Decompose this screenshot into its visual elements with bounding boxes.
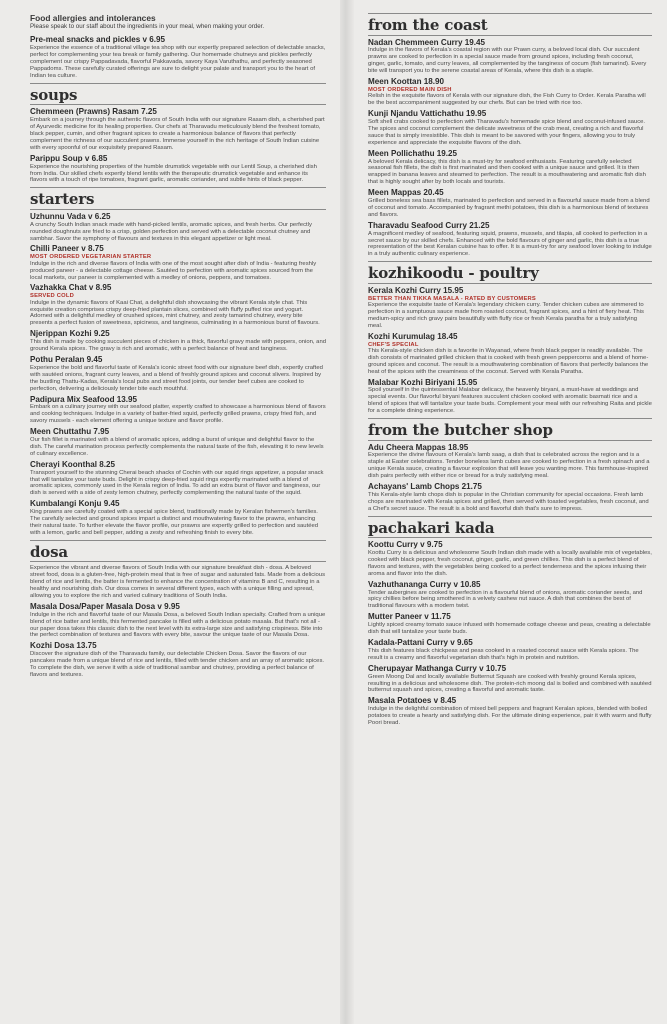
section-title: from the coast [368, 16, 488, 34]
menu-section [368, 261, 652, 415]
menu-item-description: This dish is made by cooking succulent pieces of chicken in a thick, flavorful gravy made with peppers, onion, and ground Kerala spices. The gravy is rich and aromatic, with a perfect balance of heat and tanginess. [30, 339, 326, 353]
menu-item-description: Indulge in the dynamic flavors of Kaai Chat, a delightful dish showcasing the vibrant Kerala style chat. This exquisite creation comprises crispy deep-fried plantain slices, combined with fluffy puffed rice and yogurt. Adorned with a delightful medley of crushed spices, mint chutney, and zesty tamarind chutney, every bite presents a perfect fusion of sweetness, spiciness, and tanginess, culminating in a harmonious burst of flavours. [30, 299, 320, 327]
menu-item-description: Discover the signature dish of the Tharavadu family, our delectable Chicken Dosa. Savor the flavors of our pancakes made from a unique blend of rice and lentils, filled with tender chicken and an array of aromatic spices. To complete the dish, we serve it with a side of traditional sambar and chutney, providing a perfect balance of flavors and textures. [30, 651, 325, 678]
menu-item [368, 665, 652, 695]
menu-item-name: Meen Koottan 18.90 [368, 77, 445, 87]
menu-section [30, 540, 326, 679]
menu-item [368, 110, 652, 147]
menu-item-name: Malabar Kozhi Biriyani 15.95 [368, 377, 478, 387]
menu-item [30, 356, 326, 393]
menu-item-description: Experience the nourishing properties of the humble drumstick vegetable with our Lentil Soup, a cherished dish from India. Our skilled chefs expertly blend lentils with the therapeutic drumstick vegetable and enhance its flavors with a touch of ripe tomatoes, fragrant garlic, aromatic coriander, and subtle hints of black pepper. [30, 163, 317, 184]
menu-item-badge: MOST ORDERED VEGETARIAN STARTER [30, 254, 152, 261]
menu-item-name: Adu Cheera Mappas 18.95 [368, 442, 469, 452]
menu-item-name: Kozhi Dosa 13.75 [30, 641, 97, 651]
menu-item [368, 444, 652, 481]
section-divider [30, 83, 326, 84]
menu-item-name: Njerippan Kozhi 9.25 [30, 329, 110, 339]
menu-item-description: Lightly spiced creamy tomato sauce infused with homemade cottage cheese and peas, creating a delectable dish that will tantalize your taste buds. [368, 622, 651, 636]
section-divider [368, 537, 652, 538]
menu-item-name: Nadan Chemmeen Curry 19.45 [368, 37, 485, 47]
menu-item [30, 396, 326, 426]
menu-item [368, 287, 652, 330]
menu-section [368, 13, 652, 258]
menu-item [30, 642, 326, 679]
menu-item-name: Pothu Peralan 9.45 [30, 355, 103, 364]
menu-item-description: Indulge in the rich and flavorful taste of our Masala Dosa, a beloved South Indian specialty. Crafted from a unique blend of rice batter and lentils, this fermented pancake is filled with a delicious potato masala. But that's not all - our paper dosa takes this classic dish to the next level with its extra-large size and satisfying crispiness. Bite into the perfect combination of textures and flavors with every bite, savour the unique taste of our Masala Dosa. [30, 611, 326, 639]
menu-item-name: Kerala Kozhi Curry 15.95 [368, 285, 464, 295]
menu-item-description: Experience the bold and flavorful taste of Kerala's iconic street food with our signature beef dish, expertly crafted with sautéed onions, fragrant curry leaves, and a blend of freshly ground spices and coconut slivers. Inspired by the bustling Thattu-Kadas, Kerala's local pubs and street food joints, our tender beef cubes are cooked to perfection, delivering a deliciously tender bite each mouthful. [30, 364, 323, 392]
right-column [360, 0, 660, 1024]
section-divider [368, 418, 652, 419]
menu-section [368, 516, 652, 727]
menu-item-name: Meen Chuttathu 7.95 [30, 427, 110, 437]
menu-item-name: Masala Potatoes v 8.45 [368, 696, 457, 706]
menu-item-description: Experience the essence of a traditional village tea shop with our expertly prepared selection of delectable snacks, perfect for complementing your tea break or family gathering. Our homemade chutneys and pickles perfectly complement our crispy Pappadavada, flavorful Pakkavada, savory Kaya Varuthathu, and perfectly seasoned Pappadoms. These carefully curated offerings are sure to delight your palate and transport you to the heart of Indian tea culture. [30, 45, 326, 79]
menu-item [368, 379, 652, 416]
menu-item-name: Masala Dosa/Paper Masala Dosa v 9.95 [30, 601, 180, 611]
menu-section [368, 418, 652, 513]
menu-item-description: Our fish fillet is marinated with a blend of aromatic spices, adding a burst of unique and delightful flavor to the dish. The careful marination process perfectly complements the natural taste of the fish, elevating it to new levels of culinary excellence. [30, 437, 324, 457]
section-divider [30, 209, 326, 210]
menu-item-name: Achayans' Lamb Chops 21.75 [368, 482, 482, 492]
menu-item [368, 639, 652, 662]
menu-item-name: Tharavadu Seafood Curry 21.25 [368, 220, 490, 230]
page-crease [340, 0, 354, 1024]
menu-item [30, 155, 326, 185]
menu-item-description: Relish in the exquisite flavors of Kerala with our signature dish, the Fish Curry to Order. Kerala Paratha will be the best accompaniment suggested by our chefs. But can be tried with rice too. [368, 93, 646, 107]
menu-item-name: Chemmeen (Prawns) Rasam 7.25 [30, 107, 157, 117]
menu-item-name: Meen Mappas 20.45 [368, 188, 444, 198]
menu-item-name: Kumbalangi Konju 9.45 [30, 499, 120, 509]
menu-item-description: Green Moong Dal and locally available Butternut Squash are cooked with freshly ground Kerala spices, resulting in a delicious and wholesome dish. The protein-rich moong dal is boiled and combined with sautéed butternut squash and spices, creating a flavorful and aromatic taste. [368, 673, 652, 694]
menu-item [30, 108, 326, 151]
menu-item-name: Koottu Curry v 9.75 [368, 540, 443, 550]
section-divider [30, 540, 326, 541]
menu-item [30, 500, 326, 537]
menu-section [30, 187, 326, 536]
section-divider [368, 516, 652, 517]
menu-item-name: Cherayi Koonthal 8.25 [30, 459, 116, 469]
menu-item-badge: MOST ORDERED MAIN DISH [368, 86, 452, 93]
menu-item [368, 581, 652, 611]
menu-item-description: King prawns are carefully coated with a special spice blend, traditionally made by Keralan fishermen's families. The carefully selected and ground spices impart a distinct and mouthwatering flavor to the prawns, enhancing their natural taste. To further elevate the flavor profile, our prawns are expertly grilled to perfection and sautéed with a lemon, garlic and bell pepper, adding a zesty and refreshing finish to every bite. [30, 509, 319, 536]
menu-item-badge: BETTER THAN TIKKA MASALA - RATED BY CUSTOMERS [368, 295, 536, 302]
menu-item [30, 603, 326, 640]
section-title: pachakari kada [368, 518, 495, 537]
menu-item [30, 284, 326, 327]
allergy-text: Please speak to our staff about the ingredients in your meal, when making your order. [30, 23, 265, 31]
menu-item [368, 697, 652, 727]
section-divider [368, 283, 652, 284]
menu-item [368, 189, 652, 219]
left-column [8, 0, 336, 1024]
menu-item-name: Vazhakka Chat v 8.95 [30, 283, 112, 293]
section-divider [30, 187, 326, 188]
section-title: dosa [30, 542, 68, 561]
menu-item [368, 541, 652, 578]
menu-item [30, 428, 326, 458]
menu-item-description: A magnificent medley of seafood, featuring squid, prawns, mussels, and tilapia, all cooked to perfection in a secret sauce by our skilled chefs. Enhanced with the bold flavours of ginger and garlic, this dish is a true representation of the best Keralan cuisine has to offer. It is a must-try for any seafood lover looking to indulge in a truly authentic culinary experience. [368, 230, 652, 258]
section-title: starters [30, 190, 95, 209]
menu-item-badge: SERVED COLD [30, 293, 74, 300]
menu-item-name: Uzhunnu Vada v 6.25 [30, 211, 111, 221]
menu-item-description: Spoil yourself in the quintessential Malabar delicacy, the heavenly biryani, a must-have at weddings and special events. Our flavorful biryani features succulent chicken cooked with aromatic basmati rice and a blend of spices that will tantalize your taste buds. Complement your meal with our refreshing Raita and pickle for a complete dining experience. [368, 387, 652, 415]
menu-item-description: Indulge in the delightful combination of mixed bell peppers and fragrant Keralan spices, blended with boiled potatoes to create a hearty and satisfying dish. For the ultimate dining experience, pair it with warm and fluffy Poori bread. [368, 706, 652, 727]
menu-item-name: Mutter Paneer v 11.75 [368, 612, 451, 622]
section-divider [30, 561, 326, 562]
section-divider [368, 440, 652, 441]
allergy-title: Food allergies and intolerances [30, 13, 156, 23]
menu-item [30, 565, 326, 600]
section-divider [30, 104, 326, 105]
menu-item-description: Experience the vibrant and diverse flavors of South India with our signature breakfast dish - dosa. A beloved street food, dosa is a gluten-free, high-protein meal that is free of sugar and saturated fats. Made from a delicious blend of rice and lentils, the batter is fermented to enhance the concentration of vitamins B and C, resulting in a healthy and nourishing dish. Our dosa comes in several different types, each with a unique filling and spread, allowing you to explore the rich and varied culinary traditions of South India. [30, 565, 326, 599]
menu-item [368, 39, 652, 76]
menu-item [368, 222, 652, 259]
menu-item [368, 78, 652, 107]
menu-item-description: Embark on a journey through the authentic flavors of South India with our signature Rasam dish, a cherished part of Ayurvedic medicine for its healing properties. Our chefs at Tharavadu meticulously blend the freshest tomato, black pepper, cumin, and other fragrant spices to create a harmonious balance of flavors that perfectly complement the richness of our succulent prawns. Immerse yourself in the rich heritage of South Indian cuisine with every spoonful of our exquisitely prepared Rasam. [30, 117, 325, 151]
menu-item-description: Experience the divine flavours of Kerala's lamb saag, a dish that is celebrated across the region and is a staple at Easter celebrations. Tender boneless lamb cubes are cooked to perfection in a fresh spinach and a unique Kerala sauce, creating a flavour explosion that will leave you wanting more. This farmhouse-inspired dish pairs perfectly with either rice or bread for a truly satisfying meal. [368, 452, 650, 480]
menu-item-badge: CHEF'S SPECIAL [368, 341, 419, 348]
menu-item-description: This dish features black chickpeas and peas cooked in a roasted coconut sauce with Kerala spices. The result is a creamy and flavorful vegetarian dish that's high in protein and nutrition. [368, 647, 639, 661]
menu-item [30, 330, 326, 353]
menu-section [30, 83, 326, 185]
menu-item-description: This Kerala-style chicken dish is a favorite in Wayanad, where fresh black pepper is readily available. The dish consists of marinated grilled chicken that is cooked with fresh green peppercorns and a blend of home-ground spices and coconut. The result is a mouthwatering combination of flavors that perfectly balances the heat of the spices with the creaminess of the coconut. Served with Kerala Paratha. [368, 347, 649, 375]
menu-item-description: Experience the exquisite taste of Kerala's legendary chicken curry. Tender chicken cubes are simmered to perfection in a sumptuous sauce made from roasted coconut, fragrant spices, and a hint of fiery heat. This medium-spicy and rich gravy pairs beautifully with fluffy rice or fresh Kerala paratha for a truly satisfying meal. [368, 302, 644, 329]
menu-item-description: A crunchy South Indian snack made with hand-picked lentils, aromatic spices, and fresh herbs. Our perfectly rounded doughnuts are fried to a crisp, golden perfection and served with a delectable coconut chutney and sambhar. Savor the symphony of flavours and textures in this elegant appetizer or light meal. [30, 221, 312, 242]
section-divider [368, 35, 652, 36]
menu-item [30, 36, 326, 79]
section-title: soups [30, 85, 78, 104]
menu-item-description: This Kerala-style lamb chops dish is popular in the Christian community for special occasions. Fresh lamb chops are marinated with Kerala spices and grilled, then served with toasted vegetables, fresh coconut, and a Chef's secret sauce. The result is a bold and flavorful dish that's sure to impress. [368, 491, 649, 512]
menu-item-description: Koottu Curry is a delicious and wholesome South Indian dish made with a locally available mix of vegetables, cooked with black pepper, fresh coconut, ginger, garlic, and green chillies. This dish is a perfect blend of flavors and textures, with the vegetables being cooked to a perfect tenderness and the spices infusing their aroma and flavor into the dish. [368, 550, 652, 577]
menu-item-description: A beloved Kerala delicacy, this dish is a must-try for seafood enthusiasts. Featuring carefully selected seasonal fish fillets, the dish is first marinated and then cooked with a unique sauce and grilled. It is then wrapped in banana leaves and steamed to perfection. The result is a mouthwatering and aromatic fish dish that is highly sought after by both locals and tourists. [368, 158, 646, 186]
section-divider [368, 13, 652, 14]
section-divider [368, 261, 652, 262]
menu-item-description: Soft shell crabs cooked to perfection with Tharavadu's homemade spice blend and coconut-infused sauce. The spices and coconut complement the delicate sweetness of the crab meat, creating a rich and flavorful sauce that is simply irresistible. This dish is meant to be savored with your fingers, allowing you to truly experience and appreciate the exquisite flavors of the dish. [368, 118, 646, 146]
menu-item-name: Chilli Paneer v 8.75 [30, 244, 104, 254]
menu-item-name: Pre-meal snacks and pickles v 6.95 [30, 35, 165, 45]
menu-item-description: Embark on a culinary journey with our seafood platter, expertly crafted to showcase a harmonious blend of flavors and cooking techniques. Indulge in a variety of batter-fried squid, perfectly grilled prawns, crispy fried fish, and savory mussels - each element offering a unique texture and flavor profile. [30, 404, 326, 425]
menu-item-name: Cherupayar Mathanga Curry v 10.75 [368, 663, 507, 673]
menu-item-name: Kadala-Pattani Curry v 9.65 [368, 638, 473, 647]
menu-item-name: Meen Pollichathu 19.25 [368, 148, 458, 158]
section-title: from the butcher shop [368, 421, 553, 440]
menu-item [368, 483, 652, 513]
menu-item-description: Transport yourself to the stunning Cherai beach shacks of Cochin with our squid rings appetizer, a popular snack that will tantalize your taste buds. Delight in crispy deep-fried squid rings expertly marinated with a blend of aromatic spices, commonly used in the Kerala region of India. To add an extra burst of flavor and tanginess, our dish is served with a side of zesty lemon chutney, perfectly complementing the natural taste of the squid. [30, 469, 324, 497]
menu-item-name: Padipura Mix Seafood 13.95 [30, 394, 138, 404]
menu-item [368, 613, 652, 636]
menu-item [368, 333, 652, 376]
menu-item-description: Indulge in the rich and diverse flavors of India with one of the most sought after dish of India - featuring freshly produced paneer - a delectable cottage cheese. Sautéed to perfection with aromatic spices sourced from the local markets, our paneer is complemented with a medley of onions, peppers, and tomatoes. [30, 260, 317, 281]
menu-item-description: Grilled boneless sea bass fillets, marinated to perfection and served in a flavourful sauce made from a blend of coconut and tomato. Accompanied by fragrant methi potatoes, this dish is a harmonious blend of textures and flavors. [368, 198, 650, 218]
allergy-notice [30, 14, 326, 30]
menu-item-name: Kunji Njandu Vattichathu 19.95 [368, 109, 487, 119]
menu-item-name: Vazhuthananga Curry v 10.85 [368, 579, 481, 589]
menu-item [30, 461, 326, 498]
menu-item [368, 150, 652, 187]
menu-item [30, 213, 326, 243]
menu-item [30, 245, 326, 281]
menu-item-description: Tender aubergines are cooked to perfection in a flavourful blend of onions, aromatic coriander seeds, and spicy chillies before being smothered in a velvety cashew nut sauce. A dish that combines the best of traditional flavours with a modern twist. [368, 589, 643, 610]
menu-item-name: Kozhi Kurumulag 18.45 [368, 331, 458, 341]
section-title: kozhikoodu - poultry [368, 264, 539, 283]
menu-item-name: Parippu Soup v 6.85 [30, 153, 108, 163]
menu-item-description: Indulge in the flavors of Kerala's coastal region with our Prawn curry, a beloved local dish. Our succulent prawns are cooked to perfection in a special sauce made from ground spices, including fresh coconut, ginger, garlic, tomato, and curry leaves, all complemented by the tanginess of cocum (fish tamarind). Every bite will transport you to the serene coastal areas of Kerala, where this dish is a staple. [368, 47, 647, 75]
